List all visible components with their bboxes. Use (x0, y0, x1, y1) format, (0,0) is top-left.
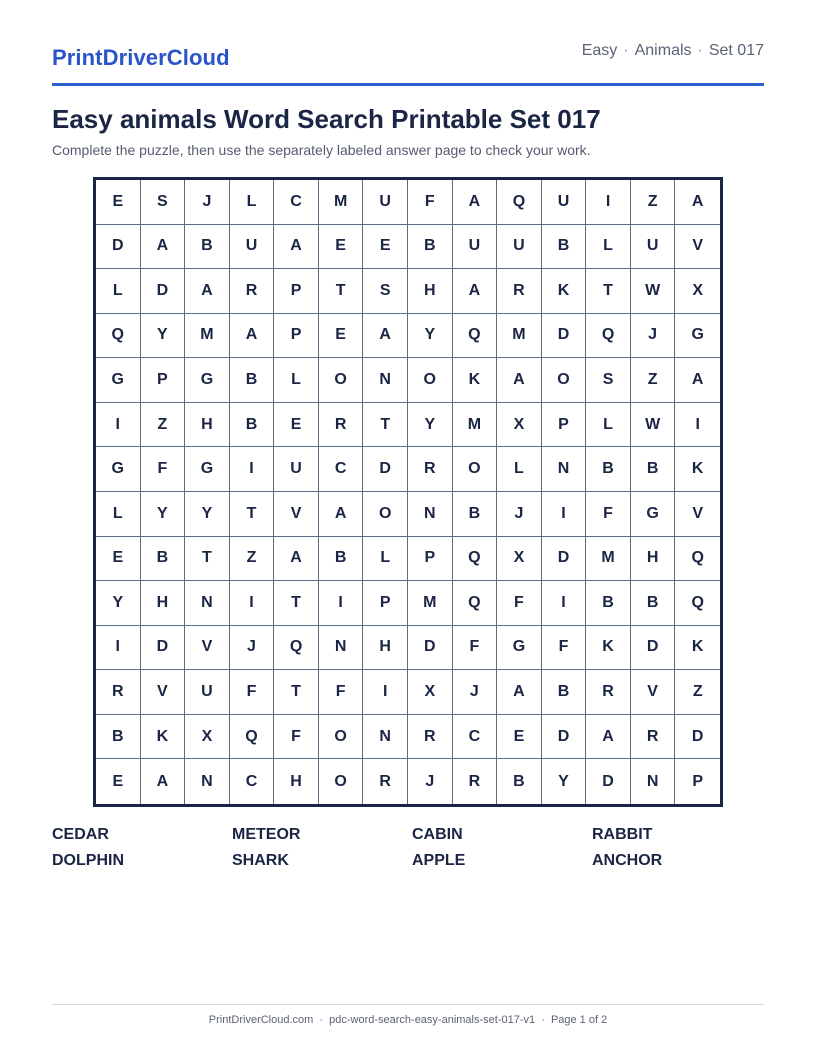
grid-cell: X (185, 715, 230, 760)
grid-cell: G (96, 447, 141, 492)
grid-cell: R (408, 715, 453, 760)
grid-cell: J (631, 314, 676, 359)
word-list-item: SHARK (232, 852, 289, 869)
grid-cell: V (675, 492, 720, 537)
grid-cell: I (542, 492, 587, 537)
grid-cell: J (453, 670, 498, 715)
grid-cell: O (408, 358, 453, 403)
word-search-grid (93, 177, 723, 807)
grid-cell: Q (453, 537, 498, 582)
grid-cell: I (675, 403, 720, 448)
grid-cell: G (96, 358, 141, 403)
page-header (52, 40, 764, 86)
grid-cell: E (96, 180, 141, 225)
grid-cell: S (363, 269, 408, 314)
grid-cell: A (185, 269, 230, 314)
grid-cell: T (586, 269, 631, 314)
grid-cell: A (319, 492, 364, 537)
grid-cell: R (230, 269, 275, 314)
grid-cell: J (230, 626, 275, 671)
grid-cell: D (675, 715, 720, 760)
grid-cell: G (631, 492, 676, 537)
footer-page-info: Page 1 of 2 (550, 1014, 608, 1026)
grid-cell: K (586, 626, 631, 671)
grid-cell: Z (631, 358, 676, 403)
grid-cell: U (185, 670, 230, 715)
grid-cell: J (497, 492, 542, 537)
grid-cell: A (453, 180, 498, 225)
grid-cell: K (141, 715, 186, 760)
grid-cell: M (497, 314, 542, 359)
grid-cell: L (96, 269, 141, 314)
grid-cell: L (230, 180, 275, 225)
grid-cell: I (230, 581, 275, 626)
grid-cell: D (141, 626, 186, 671)
grid-cell: Z (141, 403, 186, 448)
grid-cell: Q (675, 537, 720, 582)
grid-cell: D (96, 225, 141, 270)
grid-cell: B (631, 581, 676, 626)
grid-cell: Y (408, 403, 453, 448)
grid-cell: V (185, 626, 230, 671)
grid-cell: T (185, 537, 230, 582)
grid-cell: C (319, 447, 364, 492)
grid-cell: E (497, 715, 542, 760)
grid-cell: G (185, 358, 230, 403)
grid-cell: P (408, 537, 453, 582)
grid-cell: R (497, 269, 542, 314)
grid-cell: M (408, 581, 453, 626)
grid-cell: Y (408, 314, 453, 359)
grid-cell: B (542, 225, 587, 270)
grid-cell: T (230, 492, 275, 537)
grid-cell: D (542, 537, 587, 582)
grid-cell: U (542, 180, 587, 225)
grid-cell: F (274, 715, 319, 760)
grid-cell: B (96, 715, 141, 760)
grid-cell: B (542, 670, 587, 715)
grid-cell: P (363, 581, 408, 626)
grid-cell: E (96, 759, 141, 804)
grid-cell: Q (453, 581, 498, 626)
grid-cell: B (319, 537, 364, 582)
grid-cell: Z (230, 537, 275, 582)
word-list-item: ANCHOR (592, 852, 663, 869)
grid-cell: U (274, 447, 319, 492)
grid-cell: Q (675, 581, 720, 626)
grid-cell: N (408, 492, 453, 537)
grid-cell: H (141, 581, 186, 626)
grid-cell: L (586, 225, 631, 270)
grid-cell: J (408, 759, 453, 804)
grid-cell: R (408, 447, 453, 492)
breadcrumb-level: Easy (581, 42, 618, 59)
grid-cell: E (96, 537, 141, 582)
grid-cell: A (230, 314, 275, 359)
grid-cell: X (497, 403, 542, 448)
grid-cell: H (363, 626, 408, 671)
grid-cell: F (453, 626, 498, 671)
grid-cell: O (319, 358, 364, 403)
grid-cell: F (497, 581, 542, 626)
grid-cell: B (230, 403, 275, 448)
grid-cell: G (497, 626, 542, 671)
grid-cell: K (453, 358, 498, 403)
breadcrumb-separator: · (697, 42, 703, 59)
grid-cell: E (363, 225, 408, 270)
grid-cell: H (631, 537, 676, 582)
grid-cell: D (586, 759, 631, 804)
grid-cell: R (453, 759, 498, 804)
grid-cell: N (542, 447, 587, 492)
grid-cell: X (497, 537, 542, 582)
word-list-item: METEOR (232, 826, 301, 843)
word-list-item: CEDAR (52, 826, 109, 843)
grid-cell: U (230, 225, 275, 270)
grid-cell: B (185, 225, 230, 270)
grid-cell: A (497, 358, 542, 403)
grid-cell: F (586, 492, 631, 537)
grid-cell: G (185, 447, 230, 492)
grid-cell: L (363, 537, 408, 582)
grid-cell: Z (675, 670, 720, 715)
grid-cell: I (96, 626, 141, 671)
grid-cell: B (141, 537, 186, 582)
grid-cell: M (185, 314, 230, 359)
grid-cell: F (319, 670, 364, 715)
grid-cell: Z (631, 180, 676, 225)
grid-cell: I (96, 403, 141, 448)
grid-cell: A (274, 225, 319, 270)
grid-cell: U (363, 180, 408, 225)
grid-cell: A (453, 269, 498, 314)
grid-cell: W (631, 269, 676, 314)
page-footer (0, 1014, 816, 1026)
grid-cell: C (230, 759, 275, 804)
footer-doc-id: pdc-word-search-easy-animals-set-017-v1 (329, 1014, 536, 1026)
grid-cell: F (141, 447, 186, 492)
word-list (52, 826, 772, 870)
page-title: Easy animals Word Search Printable Set 017 (52, 104, 601, 134)
grid-cell: V (631, 670, 676, 715)
grid-cell: K (675, 447, 720, 492)
grid-cell: M (586, 537, 631, 582)
grid-cell: P (692, 772, 704, 790)
grid-cell: N (631, 759, 676, 804)
grid-cell: S (586, 358, 631, 403)
grid-cell: A (141, 225, 186, 270)
word-list-item: RABBIT (592, 826, 653, 843)
grid-cell: I (363, 670, 408, 715)
grid-cell: B (631, 447, 676, 492)
grid-cell: C (274, 180, 319, 225)
grid-cell: N (319, 626, 364, 671)
grid-cell: Q (96, 314, 141, 359)
footer-divider (52, 1004, 764, 1005)
grid-cell: V (675, 225, 720, 270)
grid-cell: D (542, 715, 587, 760)
grid-cell: B (586, 447, 631, 492)
grid-cell: O (542, 358, 587, 403)
grid-cell: I (319, 581, 364, 626)
grid-cell: T (274, 670, 319, 715)
grid-cell: I (542, 581, 587, 626)
grid-cell: Y (141, 314, 186, 359)
brand-logo-text[interactable]: PrintDriverCloud (52, 45, 230, 70)
grid-cell: A (675, 358, 720, 403)
grid-cell: G (675, 314, 720, 359)
grid-cell: Y (96, 581, 141, 626)
grid-cell: F (408, 180, 453, 225)
grid-cell: D (631, 626, 676, 671)
grid-cell: L (274, 358, 319, 403)
grid-cell: V (141, 670, 186, 715)
grid-cell: T (274, 581, 319, 626)
grid-cell: P (542, 403, 587, 448)
word-list-item: APPLE (412, 852, 466, 869)
grid-cell: A (497, 670, 542, 715)
breadcrumb-category: Animals (634, 42, 692, 59)
grid-cell: B (408, 225, 453, 270)
grid-cell: N (363, 715, 408, 760)
grid-cell: Y (141, 492, 186, 537)
grid-cell: R (96, 670, 141, 715)
grid-cell: T (319, 269, 364, 314)
grid-cell: N (185, 759, 230, 804)
grid-cell: B (586, 581, 631, 626)
grid-cell: K (675, 626, 720, 671)
grid-cell: B (497, 759, 542, 804)
grid-cell: A (363, 314, 408, 359)
grid-cell: H (408, 269, 453, 314)
grid-cell: M (453, 403, 498, 448)
grid-cell: F (230, 670, 275, 715)
grid-cell: M (319, 180, 364, 225)
footer-site: PrintDriverCloud.com (208, 1014, 314, 1026)
grid-cell: O (363, 492, 408, 537)
grid-cell: A (586, 715, 631, 760)
grid-cell: T (363, 403, 408, 448)
grid-cell: P (274, 314, 319, 359)
grid-cell: D (363, 447, 408, 492)
grid-cell: Q (497, 180, 542, 225)
grid-cell: R (319, 403, 364, 448)
grid-cell: W (631, 403, 676, 448)
grid-cell: R (631, 715, 676, 760)
grid-cell: D (141, 269, 186, 314)
word-list-item: DOLPHIN (52, 852, 124, 869)
footer-separator: · (541, 1014, 545, 1026)
grid-cell: P (141, 358, 186, 403)
grid-cell: B (453, 492, 498, 537)
grid-cell: D (408, 626, 453, 671)
grid-cell: N (363, 358, 408, 403)
footer-separator: · (319, 1014, 324, 1026)
grid-cell: C (453, 715, 498, 760)
grid-cell: H (274, 759, 319, 804)
grid-cell: Q (453, 314, 498, 359)
grid-cell: N (185, 581, 230, 626)
grid-cell: J (185, 180, 230, 225)
grid-cell: R (363, 759, 408, 804)
breadcrumb-separator: · (623, 42, 629, 59)
grid-cell: Y (542, 759, 587, 804)
grid-cell: O (319, 715, 364, 760)
grid-cell: D (542, 314, 587, 359)
grid-cell: S (141, 180, 186, 225)
word-list-item: CABIN (412, 826, 463, 843)
breadcrumb-set: Set 017 (708, 42, 764, 59)
grid-cell: Q (586, 314, 631, 359)
grid-cell: E (319, 314, 364, 359)
grid-cell: H (185, 403, 230, 448)
grid-cell: X (408, 670, 453, 715)
grid-cell: L (497, 447, 542, 492)
grid-cell: X (675, 269, 720, 314)
grid-cell: E (274, 403, 319, 448)
grid-cell: F (542, 626, 587, 671)
grid-cell: I (586, 180, 631, 225)
grid-cell: V (274, 492, 319, 537)
grid-cell: B (230, 358, 275, 403)
grid-cell: O (319, 759, 364, 804)
grid-cell: U (631, 225, 676, 270)
grid-cell: U (453, 225, 498, 270)
grid-cell: P (274, 269, 319, 314)
grid-cell: K (542, 269, 587, 314)
grid-cell: L (96, 492, 141, 537)
grid-cell: L (586, 403, 631, 448)
grid-cell: A (675, 180, 720, 225)
grid-cell: A (141, 759, 186, 804)
grid-cell: Y (185, 492, 230, 537)
grid-cell: R (586, 670, 631, 715)
breadcrumb (582, 42, 764, 60)
grid-cell: Q (230, 715, 275, 760)
grid-cell: U (497, 225, 542, 270)
grid-cell: O (453, 447, 498, 492)
grid-cell: Q (274, 626, 319, 671)
grid-cell: A (274, 537, 319, 582)
grid-cell: E (319, 225, 364, 270)
page-subtitle: Complete the puzzle, then use the separately labeled answer page to check your work. (52, 142, 591, 158)
grid-cell: I (230, 447, 275, 492)
